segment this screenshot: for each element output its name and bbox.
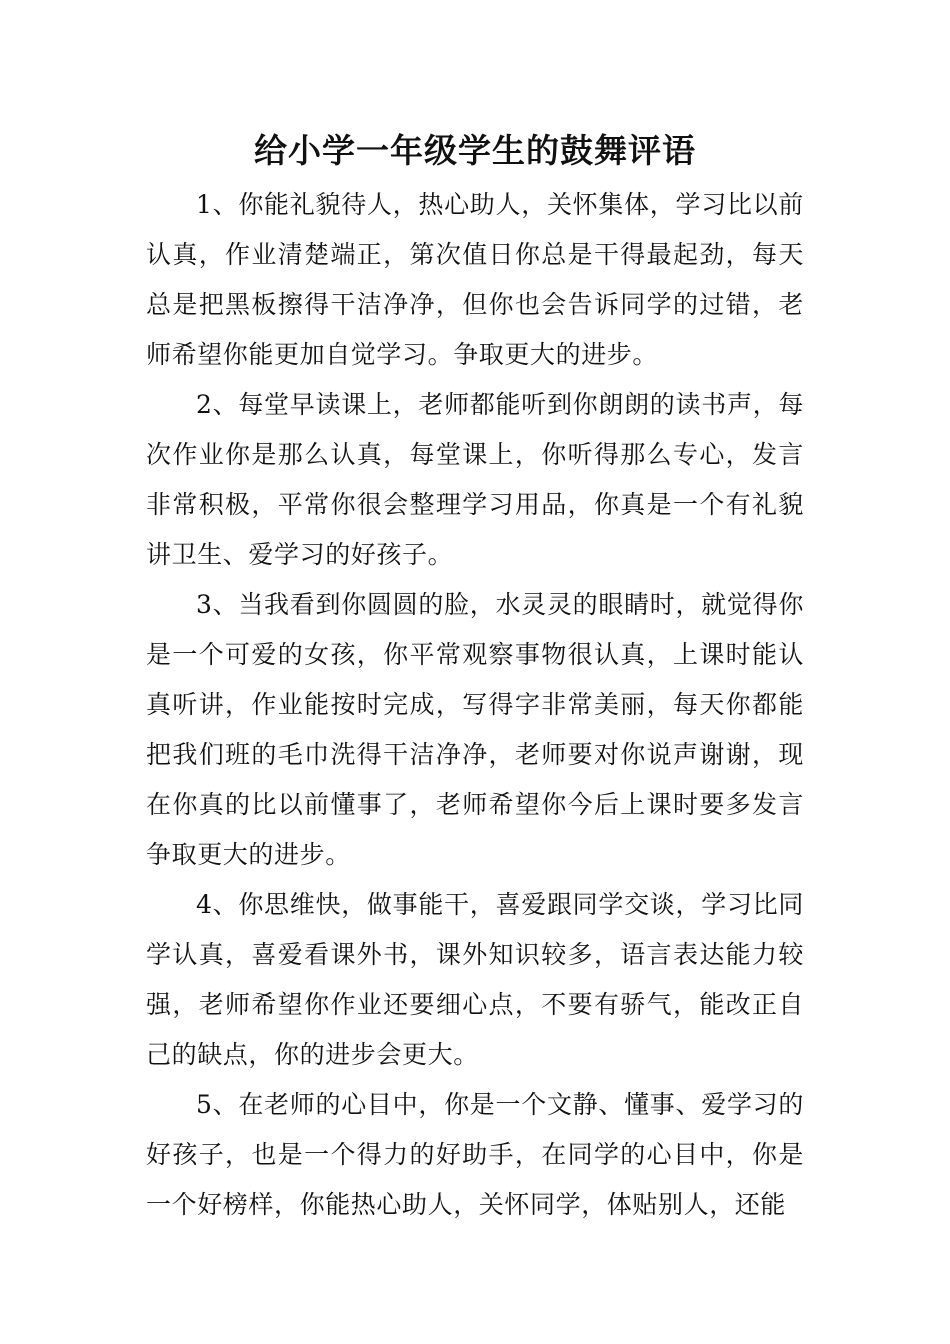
paragraph-4: 4、你思维快，做事能干，喜爱跟同学交谈，学习比同学认真，喜爱看课外书，课外知识较多，语言表达能力较强，老师希望你作业还要细心点，不要有骄气，能改正自己的缺点，你的进步会更大。 (146, 890, 804, 1069)
paragraph-2: 2、每堂早读课上，老师都能听到你朗朗的读书声，每次作业你是那么认真，每堂课上，你听得那么专心，发言非常积极，平常你很会整理学习用品，你真是一个有礼貌讲卫生、爱学习的好孩子。 (146, 390, 804, 569)
paragraph-3: 3、当我看到你圆圆的脸，水灵灵的眼睛时，就觉得你是一个可爱的女孩，你平常观察事物很认真，上课时能认真听讲，作业能按时完成，写得字非常美丽，每天你都能把我们班的毛巾洗得干洁净净，老师要对你说声谢谢，现在你真的比以前懂事了，老师希望你今后上课时要多发言争取更大的进步。 (146, 590, 804, 869)
document-title: 给小学一年级学生的鼓舞评语 (254, 131, 696, 170)
paragraph-5: 5、在老师的心目中，你是一个文静、懂事、爱学习的好孩子，也是一个得力的好助手，在同学的心目中，你是一个好榜样，你能热心助人，关怀同学，体贴别人，还能 (146, 1090, 804, 1219)
paragraph-1: 1、你能礼貌待人，热心助人，关怀集体，学习比以前认真，作业清楚端正，第次值日你总是干得最起劲，每天总是把黑板擦得干洁净净，但你也会告诉同学的过错，老师希望你能更加自觉学习。争取更大的进步。 (146, 190, 804, 369)
